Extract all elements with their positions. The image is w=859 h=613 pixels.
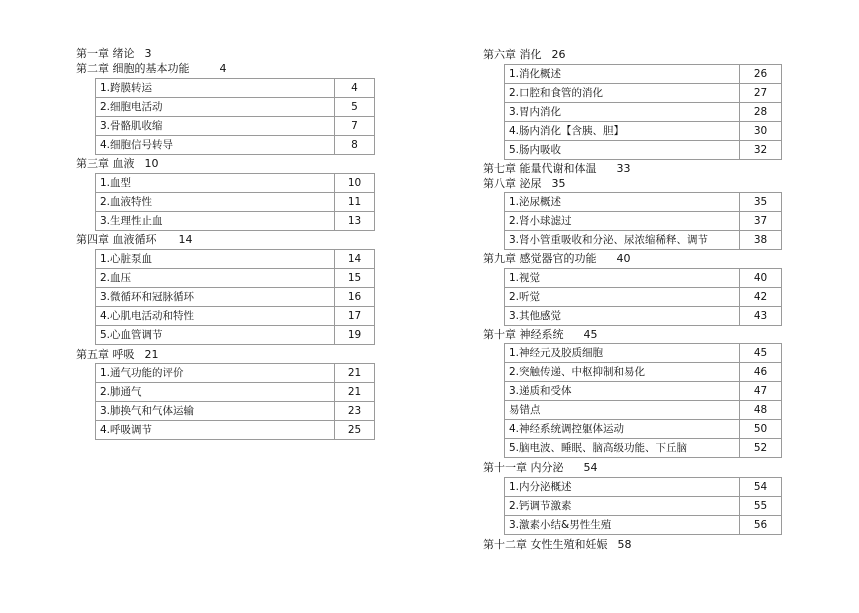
table-row[interactable]: 1.消化概述 26 <box>505 65 782 84</box>
table-row[interactable]: 1.通气功能的评价 21 <box>96 364 375 383</box>
table-row[interactable]: 易错点 48 <box>505 401 782 420</box>
chapter-10-heading[interactable]: 第十章 神经系统 45 <box>483 328 598 341</box>
chapter-11-heading[interactable]: 第十一章 内分泌 54 <box>483 461 598 474</box>
table-row[interactable]: 2.听觉 42 <box>505 288 782 307</box>
chapter-5-heading[interactable]: 第五章 呼吸 21 <box>76 348 159 361</box>
chapter-6-sections <box>504 64 782 160</box>
chapter-2-sections <box>95 78 375 155</box>
chapter-7-heading[interactable]: 第七章 能量代谢和体温 33 <box>483 162 631 175</box>
table-row[interactable]: 3.激素小结&男性生殖 56 <box>505 516 782 535</box>
table-row[interactable]: 3.胃内消化 28 <box>505 103 782 122</box>
table-row[interactable]: 3.生理性止血 13 <box>96 212 375 231</box>
chapter-8-heading[interactable]: 第八章 泌尿 35 <box>483 177 566 190</box>
table-row[interactable]: 1.血型 10 <box>96 174 375 193</box>
chapter-12-heading[interactable]: 第十二章 女性生殖和妊娠 58 <box>483 538 632 551</box>
table-row[interactable]: 3.递质和受体 47 <box>505 382 782 401</box>
table-row[interactable]: 5.肠内吸收 32 <box>505 141 782 160</box>
table-row[interactable]: 2.钙调节激素 55 <box>505 497 782 516</box>
table-row[interactable]: 3.骨骼肌收缩 7 <box>96 117 375 136</box>
table-row[interactable]: 2.肺通气 21 <box>96 383 375 402</box>
table-row[interactable]: 2.肾小球滤过 37 <box>505 212 782 231</box>
chapter-1-heading[interactable]: 第一章 绪论 3 <box>76 47 152 60</box>
table-row[interactable]: 5.脑电波、睡眠、脑高级功能、下丘脑 52 <box>505 439 782 458</box>
chapter-2-heading[interactable]: 第二章 细胞的基本功能 4 <box>76 62 227 75</box>
chapter-8-sections <box>504 192 782 250</box>
table-row[interactable]: 4.心肌电活动和特性 17 <box>96 307 375 326</box>
chapter-3-sections <box>95 173 375 231</box>
table-row[interactable]: 1.视觉 40 <box>505 269 782 288</box>
table-row[interactable]: 2.血液特性 11 <box>96 193 375 212</box>
table-row[interactable]: 1.内分泌概述 54 <box>505 478 782 497</box>
table-row[interactable]: 1.泌尿概述 35 <box>505 193 782 212</box>
chapter-5-sections <box>95 363 375 440</box>
chapter-4-sections <box>95 249 375 345</box>
chapter-10-sections <box>504 343 782 458</box>
chapter-11-sections <box>504 477 782 535</box>
table-row[interactable]: 3.肾小管重吸收和分泌、尿浓缩稀释、调节 38 <box>505 231 782 250</box>
table-row[interactable]: 1.神经元及胶质细胞 45 <box>505 344 782 363</box>
table-row[interactable]: 3.肺换气和气体运输 23 <box>96 402 375 421</box>
table-row[interactable]: 2.突触传递、中枢抑制和易化 46 <box>505 363 782 382</box>
table-row[interactable]: 3.其他感觉 43 <box>505 307 782 326</box>
table-row[interactable]: 2.口腔和食管的消化 27 <box>505 84 782 103</box>
table-row[interactable]: 1.跨膜转运 4 <box>96 79 375 98</box>
table-row[interactable]: 4.呼吸调节 25 <box>96 421 375 440</box>
chapter-9-heading[interactable]: 第九章 感觉器官的功能 40 <box>483 252 631 265</box>
table-row[interactable]: 5.心血管调节 19 <box>96 326 375 345</box>
chapter-6-heading[interactable]: 第六章 消化 26 <box>483 48 566 61</box>
chapter-9-sections <box>504 268 782 326</box>
table-row[interactable]: 2.细胞电活动 5 <box>96 98 375 117</box>
chapter-3-heading[interactable]: 第三章 血液 10 <box>76 157 159 170</box>
chapter-4-heading[interactable]: 第四章 血液循环 14 <box>76 233 193 246</box>
table-row[interactable]: 1.心脏泵血 14 <box>96 250 375 269</box>
table-row[interactable]: 2.血压 15 <box>96 269 375 288</box>
table-row[interactable]: 4.神经系统调控躯体运动 50 <box>505 420 782 439</box>
table-row[interactable]: 4.细胞信号转导 8 <box>96 136 375 155</box>
table-row[interactable]: 4.肠内消化【含胰、胆】 30 <box>505 122 782 141</box>
table-row[interactable]: 3.微循环和冠脉循环 16 <box>96 288 375 307</box>
